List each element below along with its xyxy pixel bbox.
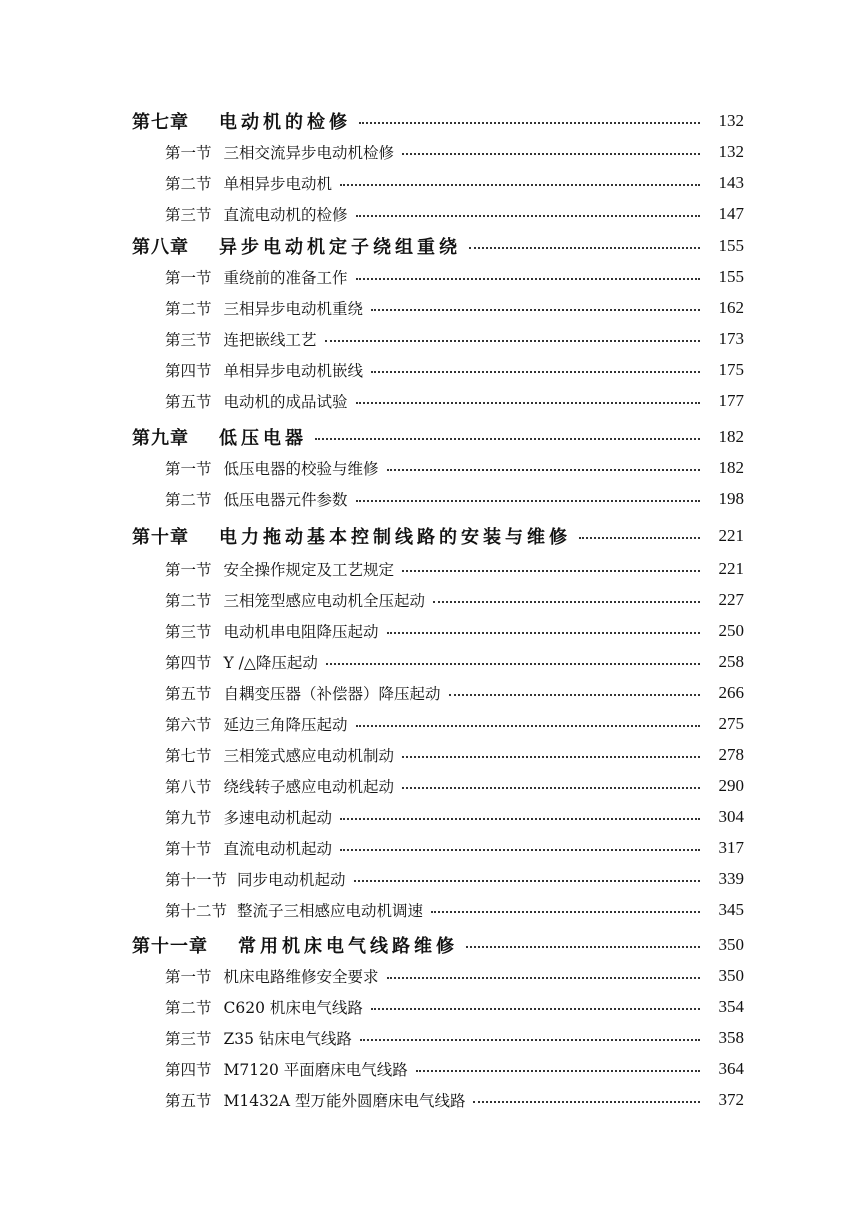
chapter-title: 低压电器 (219, 428, 307, 449)
section-title: 延边三角降压起动 (223, 716, 348, 734)
section-title: 三相交流异步电动机检修 (223, 144, 395, 162)
dot-leader (402, 153, 700, 155)
page-number: 345 (718, 900, 744, 919)
toc-section (165, 617, 744, 645)
dot-leader (356, 278, 700, 280)
section-title: 低压电器元件参数 (223, 491, 348, 509)
page-number: 221 (718, 559, 744, 578)
dot-leader (315, 438, 700, 440)
section-title: 三相异步电动机重绕 (223, 300, 364, 318)
toc-section (165, 1024, 744, 1052)
section-label: 第九节 (165, 809, 212, 827)
page-number: 290 (718, 776, 744, 795)
section-title: 连把嵌线工艺 (223, 331, 317, 349)
section-title: M1432A 型万能外圆磨床电气线路 (223, 1092, 466, 1110)
dot-leader (340, 818, 700, 820)
section-label: 第二节 (165, 999, 212, 1017)
chapter-label: 第八章 (132, 237, 189, 258)
section-label: 第三节 (165, 623, 212, 641)
section-label: 第三节 (165, 331, 212, 349)
dot-leader (416, 1070, 700, 1072)
section-title: Y /△降压起动 (223, 654, 318, 672)
section-label: 第三节 (165, 1030, 212, 1048)
dot-leader (360, 1039, 700, 1041)
toc-section (165, 741, 744, 769)
toc-section (165, 263, 744, 291)
toc-section (165, 294, 744, 322)
section-title: 直流电动机起动 (223, 840, 333, 858)
page-number: 364 (718, 1059, 744, 1078)
dot-leader (402, 570, 700, 572)
section-title: 安全操作规定及工艺规定 (223, 561, 395, 579)
page-number: 278 (718, 745, 744, 764)
page-number: 350 (718, 935, 744, 954)
dot-leader (354, 880, 700, 882)
chapter-label: 第七章 (132, 112, 189, 133)
page-number: 143 (718, 173, 744, 192)
dot-leader (387, 469, 700, 471)
section-title: 多速电动机起动 (223, 809, 333, 827)
page-number: 147 (718, 204, 744, 223)
toc-section (165, 803, 744, 831)
toc-section (165, 586, 744, 614)
toc-section (165, 1086, 744, 1114)
page-number: 339 (718, 869, 744, 888)
chapter-title: 常用机床电气线路维修 (238, 936, 458, 957)
dot-leader (356, 402, 700, 404)
section-label: 第一节 (165, 561, 212, 579)
section-label: 第一节 (165, 269, 212, 287)
dot-leader (579, 537, 700, 539)
dot-leader (402, 756, 700, 758)
dot-leader (340, 184, 700, 186)
section-title: 单相异步电动机嵌线 (223, 362, 364, 380)
section-title: 直流电动机的检修 (223, 206, 348, 224)
dot-leader (466, 946, 700, 948)
section-label: 第一节 (165, 968, 212, 986)
dot-leader (325, 340, 700, 342)
dot-leader (371, 1008, 700, 1010)
page-number: 266 (718, 683, 744, 702)
section-title: 自耦变压器（补偿器）降压起动 (223, 685, 441, 703)
chapter-label: 第十章 (132, 527, 189, 548)
page-number: 173 (718, 329, 744, 348)
toc-chapter-11 (132, 931, 744, 959)
section-label: 第十一节 (165, 871, 228, 889)
dot-leader (356, 500, 700, 502)
toc-section (165, 865, 744, 893)
toc-chapter-9 (132, 423, 744, 451)
section-label: 第二节 (165, 491, 212, 509)
toc-section (165, 648, 744, 676)
toc-section (165, 710, 744, 738)
section-label: 第二节 (165, 300, 212, 318)
page-number: 304 (718, 807, 744, 826)
page-number: 162 (718, 298, 744, 317)
section-title: 低压电器的校验与维修 (223, 460, 379, 478)
toc-section (165, 200, 744, 228)
section-title: 三相笼型感应电动机全压起动 (223, 592, 426, 610)
page-number: 372 (718, 1090, 744, 1109)
page-number: 350 (718, 966, 744, 985)
page-number: 258 (718, 652, 744, 671)
dot-leader (371, 371, 700, 373)
dot-leader (359, 122, 700, 124)
section-label: 第四节 (165, 654, 212, 672)
section-label: 第三节 (165, 206, 212, 224)
toc-chapter-10 (132, 522, 744, 550)
section-title: 整流子三相感应电动机调速 (237, 902, 424, 920)
toc-section (165, 325, 744, 353)
section-label: 第一节 (165, 144, 212, 162)
section-label: 第十二节 (165, 902, 228, 920)
section-label: 第六节 (165, 716, 212, 734)
page-number: 132 (718, 111, 744, 130)
dot-leader (469, 247, 700, 249)
page-number: 177 (718, 391, 744, 410)
dot-leader (431, 911, 700, 913)
toc-section (165, 356, 744, 384)
toc-section (165, 138, 744, 166)
toc-section (165, 772, 744, 800)
page-number: 317 (718, 838, 744, 857)
toc-section (165, 387, 744, 415)
page-number: 275 (718, 714, 744, 733)
section-title: 三相笼式感应电动机制动 (223, 747, 395, 765)
section-title: M7120 平面磨床电气线路 (223, 1061, 408, 1079)
dot-leader (433, 601, 700, 603)
section-title: 机床电路维修安全要求 (223, 968, 379, 986)
page-number: 221 (718, 526, 744, 545)
dot-leader (387, 632, 700, 634)
chapter-title: 电力拖动基本控制线路的安装与维修 (219, 527, 571, 548)
chapter-label: 第九章 (132, 428, 189, 449)
toc-section (165, 555, 744, 583)
section-title: 重绕前的准备工作 (223, 269, 348, 287)
toc-section (165, 169, 744, 197)
toc-section (165, 896, 744, 924)
section-title: 同步电动机起动 (237, 871, 346, 889)
section-label: 第二节 (165, 175, 212, 193)
dot-leader (326, 663, 700, 665)
section-label: 第十节 (165, 840, 212, 858)
page-number: 250 (718, 621, 744, 640)
chapter-label: 第十一章 (132, 936, 208, 957)
section-label: 第四节 (165, 362, 212, 380)
section-label: 第二节 (165, 592, 212, 610)
page-number: 155 (718, 236, 744, 255)
toc-section (165, 993, 744, 1021)
toc-chapter-8 (132, 232, 744, 260)
toc-section (165, 962, 744, 990)
page-number: 227 (718, 590, 744, 609)
section-label: 第五节 (165, 1092, 212, 1110)
page-number: 354 (718, 997, 744, 1016)
page-number: 155 (718, 267, 744, 286)
toc-section (165, 454, 744, 482)
page-number: 182 (718, 458, 744, 477)
toc-section (165, 834, 744, 862)
dot-leader (340, 849, 700, 851)
section-title: Z35 钻床电气线路 (223, 1030, 352, 1048)
dot-leader (402, 787, 700, 789)
dot-leader (473, 1101, 700, 1103)
page-number: 198 (718, 489, 744, 508)
section-label: 第五节 (165, 685, 212, 703)
dot-leader (356, 725, 700, 727)
page-number: 182 (718, 427, 744, 446)
section-title: 单相异步电动机 (223, 175, 333, 193)
dot-leader (449, 694, 700, 696)
section-title: 电动机串电阻降压起动 (223, 623, 379, 641)
section-label: 第八节 (165, 778, 212, 796)
section-label: 第五节 (165, 393, 212, 411)
toc-section (165, 485, 744, 513)
page-number: 132 (718, 142, 744, 161)
section-label: 第七节 (165, 747, 212, 765)
dot-leader (356, 215, 700, 217)
section-title: 电动机的成品试验 (223, 393, 348, 411)
dot-leader (387, 977, 700, 979)
dot-leader (371, 309, 700, 311)
section-title: C620 机床电气线路 (223, 999, 363, 1017)
page-number: 358 (718, 1028, 744, 1047)
page-number: 175 (718, 360, 744, 379)
section-label: 第一节 (165, 460, 212, 478)
chapter-title: 电动机的检修 (219, 112, 351, 133)
toc-section (165, 1055, 744, 1083)
chapter-title: 异步电动机定子绕组重绕 (219, 237, 461, 258)
toc-chapter-7 (132, 107, 744, 135)
section-title: 绕线转子感应电动机起动 (223, 778, 395, 796)
section-label: 第四节 (165, 1061, 212, 1079)
toc-section (165, 679, 744, 707)
